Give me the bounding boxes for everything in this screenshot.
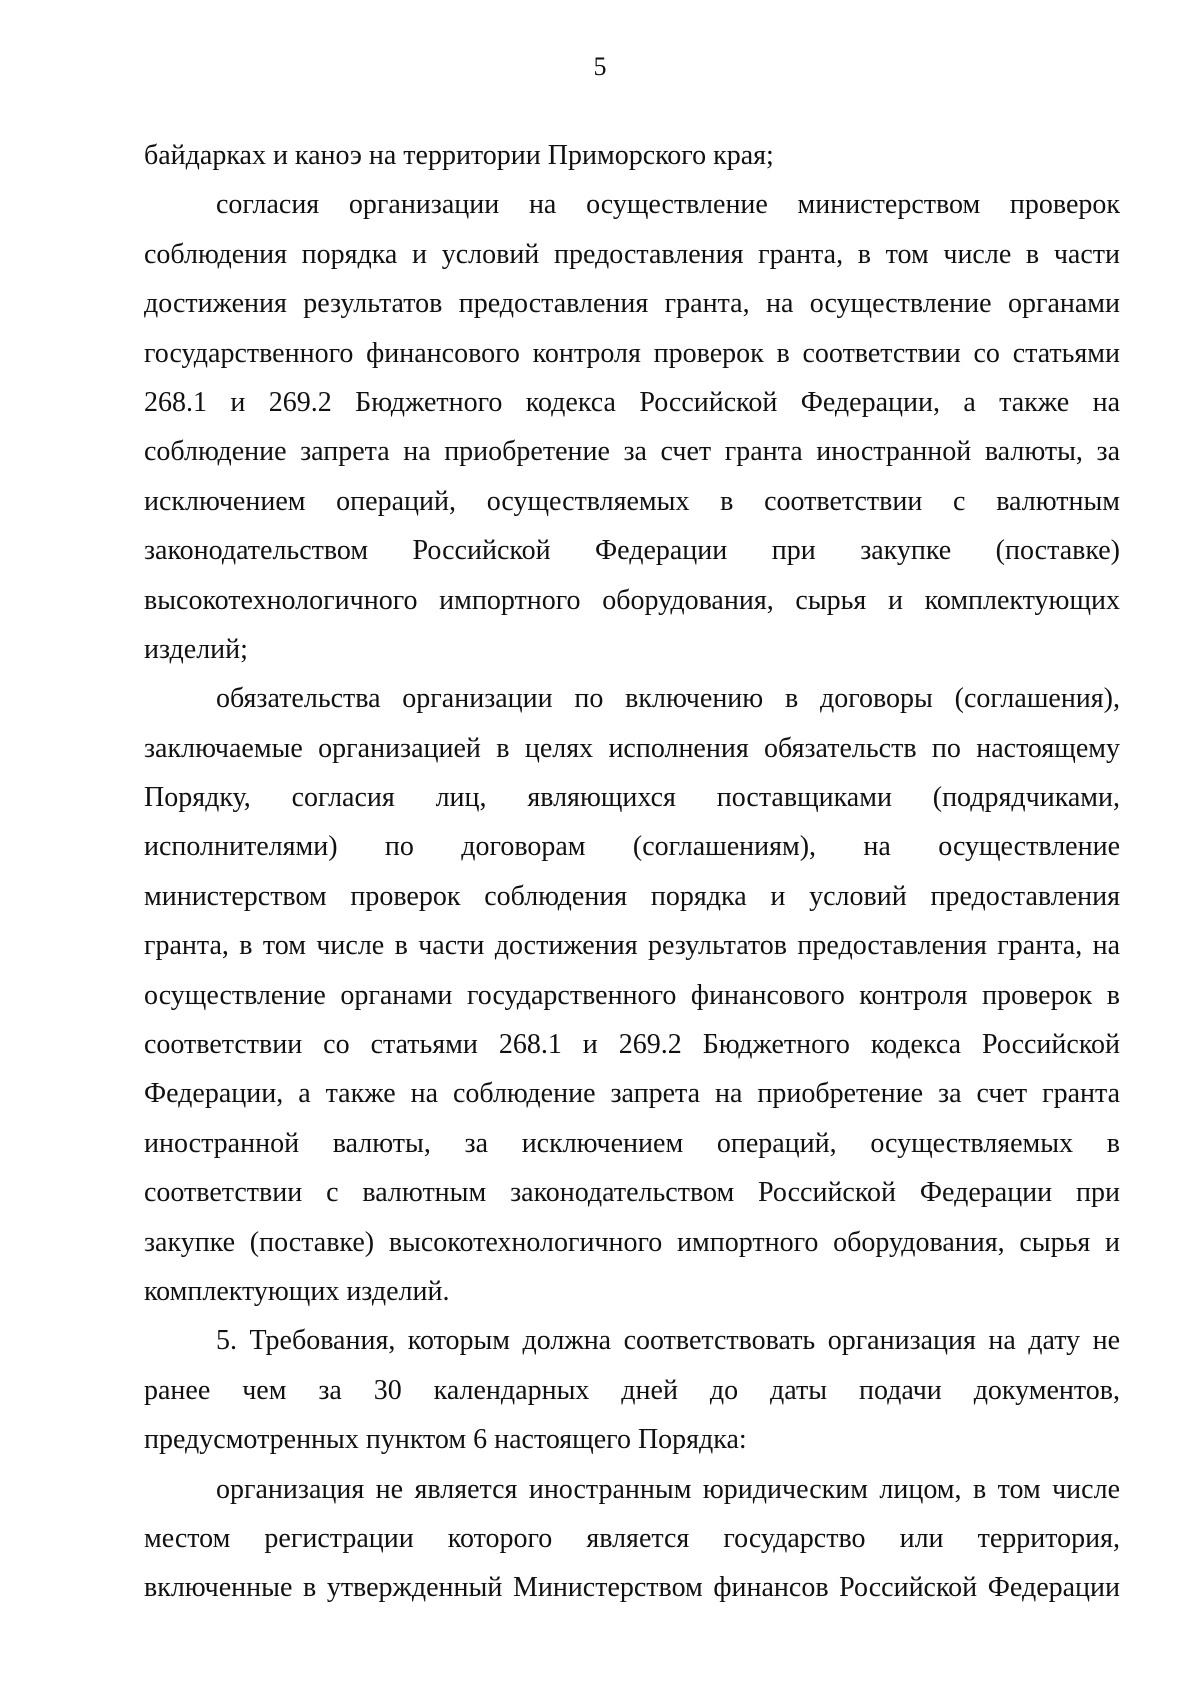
paragraph-consent-inspections [144, 180, 1120, 674]
text-line: министерством проверок соблюдения порядка и условий предоставления [144, 880, 1120, 912]
text-line: согласия организации на осуществление министерством проверок [216, 189, 1120, 221]
text-line: исполнителями) по договорам (соглашениям), на осуществление [144, 831, 1120, 863]
paragraph-requirements [144, 1316, 1120, 1464]
text-line: соответствии с валютным законодательством Российской Федерации при [144, 1177, 1120, 1209]
text-line: иностранной валюты, за исключением операций, осуществляемых в [144, 1127, 1120, 1159]
text-line: 268.1 и 269.2 Бюджетного кодекса Российской Федерации, а также на [144, 386, 1120, 418]
text-line: соответствии со статьями 268.1 и 269.2 Бюджетного кодекса Российской [144, 1029, 1120, 1061]
text-line: законодательством Российской Федерации при закупке (поставке) [144, 535, 1120, 567]
text-line: заключаемые организацией в целях исполнения обязательств по настоящему [144, 732, 1120, 764]
text-line: предусмотренных пунктом 6 настоящего Порядка: [144, 1424, 747, 1456]
text-line: комплектующих изделий. [144, 1275, 450, 1307]
text-line: изделий; [144, 633, 248, 665]
text-line: местом регистрации которого является государство или территория, [144, 1522, 1120, 1554]
text-line: государственного финансового контроля проверок в соответствии со статьями [144, 337, 1120, 369]
text-line: обязательства организации по включению в договоры (соглашения), [216, 683, 1120, 715]
text-line: осуществление органами государственного финансового контроля проверок в [144, 979, 1120, 1011]
text-line: закупке (поставке) высокотехнологичного импортного оборудования, сырья и [144, 1226, 1120, 1258]
text-line: включенные в утвержденный Министерством финансов Российской Федерации [144, 1572, 1120, 1604]
text-line: достижения результатов предоставления гранта, на осуществление органами [144, 288, 1120, 320]
page-number: 5 [593, 52, 607, 81]
text-line: организация не является иностранным юридическим лицом, в том числе [216, 1473, 1120, 1505]
document-body [144, 131, 1120, 1613]
paragraph-not-foreign-entity [144, 1465, 1120, 1613]
text-line: соблюдения порядка и условий предоставления гранта, в том числе в части [144, 238, 1120, 270]
text-line: 5. Требования, которым должна соответствовать организация на дату не [216, 1325, 1120, 1357]
text-line: Федерации, а также на соблюдение запрета на приобретение за счет гранта [144, 1078, 1120, 1110]
text-line: ранее чем за 30 календарных дней до даты подачи документов, [144, 1374, 1120, 1406]
text-line: высокотехнологичного импортного оборудования, сырья и комплектующих [144, 584, 1120, 616]
paragraph-continuation [144, 131, 1120, 180]
text-line: исключением операций, осуществляемых в соответствии с валютным [144, 485, 1120, 517]
text-line: гранта, в том числе в части достижения результатов предоставления гранта, на [144, 930, 1120, 962]
paragraph-obligations [144, 674, 1120, 1316]
text-line: соблюдение запрета на приобретение за счет гранта иностранной валюты, за [144, 436, 1120, 468]
text-line: Порядку, согласия лиц, являющихся поставщиками (подрядчиками, [144, 782, 1120, 814]
text-line: байдарках и каноэ на территории Приморского края; [144, 140, 774, 171]
